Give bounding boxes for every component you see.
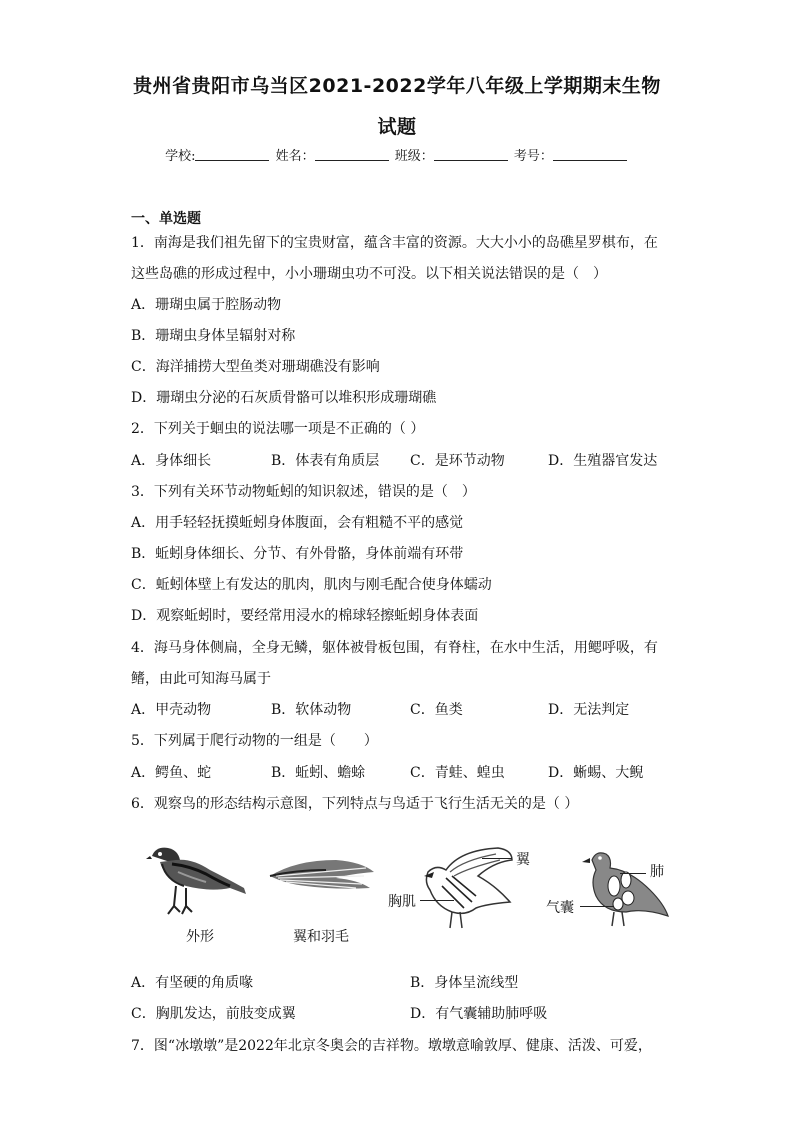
lung-pointer-line [620,873,646,874]
q6-option-d: D．有气囊辅助肺呼吸 [410,1006,548,1022]
number-blank [553,147,627,161]
q4-option-a: A．甲壳动物 [131,702,212,718]
q3-stem: 3．下列有关环节动物蚯蚓的知识叙述，错误的是（ ） [131,484,476,500]
q3-option-c: C．蚯蚓体壁上有发达的肌肉，肌肉与刚毛配合使身体蠕动 [131,577,492,593]
q3-option-d: D．观察蚯蚓时，要经常用浸水的棉球轻擦蚯蚓身体表面 [131,608,479,624]
q7-stem: 7．图“冰墩墩”是2022年北京冬奥会的吉祥物。墩墩意喻敦厚、健康、活泼、可爱， [131,1038,652,1054]
student-info-row [0,145,794,164]
number-label: 考号： [513,149,553,164]
q1-option-b: B．珊瑚虫身体呈辐射对称 [131,328,296,344]
q4-option-b: B．软体动物 [271,702,352,718]
page-title: 贵州省贵阳市乌当区2021-2022学年八年级上学期期末生物 [133,75,661,97]
airsac-pointer-line [580,906,614,907]
q3-option-a: A．用手轻轻抚摸蚯蚓身体腹面，会有粗糙不平的感觉 [131,515,464,531]
q4-stem-2: 鳍，由此可知海马属于 [131,671,271,687]
q6-option-c: C．胸肌发达，前肢变成翼 [131,1006,296,1022]
label-air-sac: 气囊 [546,900,574,916]
q6-option-b: B．身体呈流线型 [410,975,519,991]
figure-caption-wing: 翼和羽毛 [293,929,349,945]
page-title-line2: 试题 [377,116,417,138]
pigeon-respiratory-illustration [578,846,670,930]
q1-option-d: D．珊瑚虫分泌的石灰质骨骼可以堆积形成珊瑚礁 [131,390,437,406]
q5-option-d: D．蜥蜴、大鲵 [548,765,644,781]
q2-option-d: D．生殖器官发达 [548,453,658,469]
q5-option-b: B．蚯蚓、蟾蜍 [271,765,366,781]
wing-pointer-line [482,858,512,859]
q6-option-a: A．有坚硬的角质喙 [131,975,254,991]
label-lung: 肺 [650,864,664,880]
class-blank [434,147,508,161]
q2-option-a: A．身体细长 [131,453,212,469]
label-chest-muscle: 胸肌 [388,894,416,910]
q5-stem: 5．下列属于爬行动物的一组是（ ） [131,733,378,749]
q4-option-d: D．无法判定 [548,702,630,718]
name-label: 姓名： [275,149,315,164]
sparrow-illustration [146,842,250,920]
name-blank [315,147,389,161]
label-wing: 翼 [516,852,530,868]
muscle-pointer-line [420,900,454,901]
q6-stem: 6．观察鸟的形态结构示意图，下列特点与鸟适于飞行生活无关的是（ ） [131,796,579,812]
q3-option-b: B．蚯蚓身体细长、分节、有外骨骼，身体前端有环带 [131,546,464,562]
q1-option-c: C．海洋捕捞大型鱼类对珊瑚礁没有影响 [131,359,380,375]
q2-option-c: C．是环节动物 [410,453,505,469]
q4-option-c: C．鱼类 [410,702,463,718]
wing-feather-illustration [266,856,376,898]
school-label: 学校: [165,149,196,164]
school-blank [195,147,269,161]
q2-stem: 2．下列关于蛔虫的说法哪一项是不正确的（ ） [131,421,425,437]
class-label: 班级： [394,149,434,164]
q1-stem-1: 1．南海是我们祖先留下的宝贵财富，蕴含丰富的资源。大大小小的岛礁星罗棋布，在 [131,235,658,251]
q4-stem-1: 4．海马身体侧扁，全身无鳞，躯体被骨板包围，有脊柱，在水中生活，用鳃呼吸，有 [131,640,658,656]
q1-option-a: A．珊瑚虫属于腔肠动物 [131,297,282,313]
q5-option-a: A．鳄鱼、蛇 [131,765,212,781]
q1-stem-2: 这些岛礁的形成过程中，小小珊瑚虫功不可没。以下相关说法错误的是（ ） [131,266,607,282]
q2-option-b: B．体表有角质层 [271,453,380,469]
section-heading: 一、单选题 [131,211,201,227]
q5-option-c: C．青蛙、蝗虫 [410,765,505,781]
figure-caption-shape: 外形 [186,929,214,945]
